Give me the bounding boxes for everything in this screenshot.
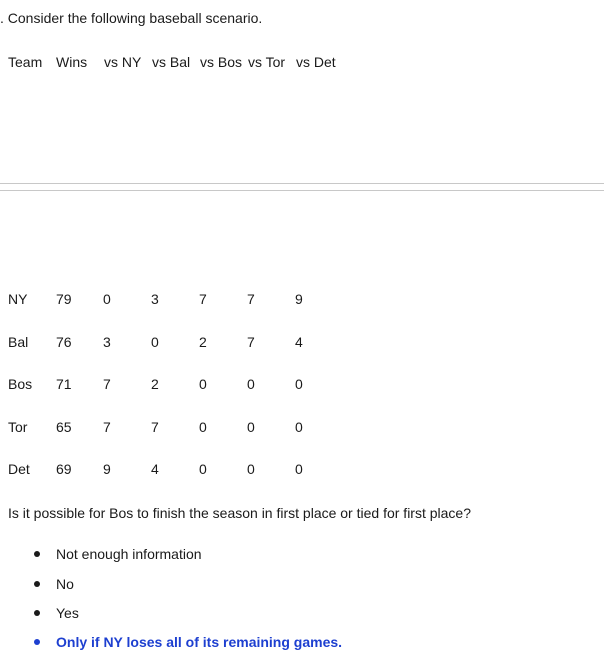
- cell-vs-bos: 0: [199, 376, 207, 392]
- cell-vs-bal: 0: [151, 334, 159, 350]
- intro-text: . Consider the following baseball scenario.: [0, 10, 263, 26]
- cell-vs-ny: 0: [103, 291, 111, 307]
- cell-wins: 71: [56, 376, 72, 392]
- cell-team: NY: [8, 291, 28, 307]
- cell-team: Tor: [8, 419, 28, 435]
- cell-wins: 79: [56, 291, 72, 307]
- cell-vs-tor: 0: [247, 419, 255, 435]
- cell-vs-tor: 7: [247, 334, 255, 350]
- cell-vs-det: 4: [295, 334, 303, 350]
- cell-vs-ny: 9: [103, 461, 111, 477]
- header-vs-bos: vs Bos: [200, 54, 243, 70]
- cell-vs-tor: 0: [247, 376, 255, 392]
- header-vs-bal: vs Bal: [152, 54, 191, 70]
- answer-option-only-if-ny-loses[interactable]: [34, 634, 342, 650]
- cell-wins: 76: [56, 334, 72, 350]
- cell-team: Bal: [8, 334, 29, 350]
- cell-team: Bos: [8, 376, 33, 392]
- cell-vs-ny: 7: [103, 419, 111, 435]
- bullet-icon: [34, 581, 40, 587]
- answer-option-yes[interactable]: [34, 605, 79, 621]
- cell-vs-bos: 2: [199, 334, 207, 350]
- option-label: No: [56, 576, 74, 592]
- bullet-icon: [34, 551, 40, 557]
- option-label: Only if NY loses all of its remaining games.: [56, 634, 343, 650]
- cell-vs-ny: 7: [103, 376, 111, 392]
- answer-option-no[interactable]: [34, 576, 74, 592]
- header-vs-tor: vs Tor: [248, 54, 286, 70]
- cell-vs-bal: 7: [151, 419, 159, 435]
- question-text: Is it possible for Bos to finish the season in first place or tied for first place?: [8, 505, 471, 521]
- option-label: Not enough information: [56, 546, 202, 562]
- cell-vs-det: 9: [295, 291, 303, 307]
- cell-vs-bal: 4: [151, 461, 159, 477]
- cell-wins: 65: [56, 419, 72, 435]
- cell-vs-tor: 7: [247, 291, 255, 307]
- cell-vs-ny: 3: [103, 334, 111, 350]
- cell-vs-tor: 0: [247, 461, 255, 477]
- cell-wins: 69: [56, 461, 72, 477]
- cell-vs-bos: 0: [199, 461, 207, 477]
- bullet-icon: [34, 639, 40, 645]
- cell-vs-bal: 2: [151, 376, 159, 392]
- answer-option-not-enough-information[interactable]: [34, 546, 202, 562]
- option-label: Yes: [56, 605, 79, 621]
- cell-vs-det: 0: [295, 376, 303, 392]
- divider-line: [0, 190, 604, 191]
- header-vs-det: vs Det: [296, 54, 336, 70]
- cell-vs-det: 0: [295, 461, 303, 477]
- cell-team: Det: [8, 461, 30, 477]
- divider-line: [0, 183, 604, 184]
- cell-vs-det: 0: [295, 419, 303, 435]
- cell-vs-bal: 3: [151, 291, 159, 307]
- cell-vs-bos: 7: [199, 291, 207, 307]
- header-vs-ny: vs NY: [104, 54, 142, 70]
- header-team: Team: [8, 54, 43, 70]
- bullet-icon: [34, 610, 40, 616]
- cell-vs-bos: 0: [199, 419, 207, 435]
- header-wins: Wins: [56, 54, 88, 70]
